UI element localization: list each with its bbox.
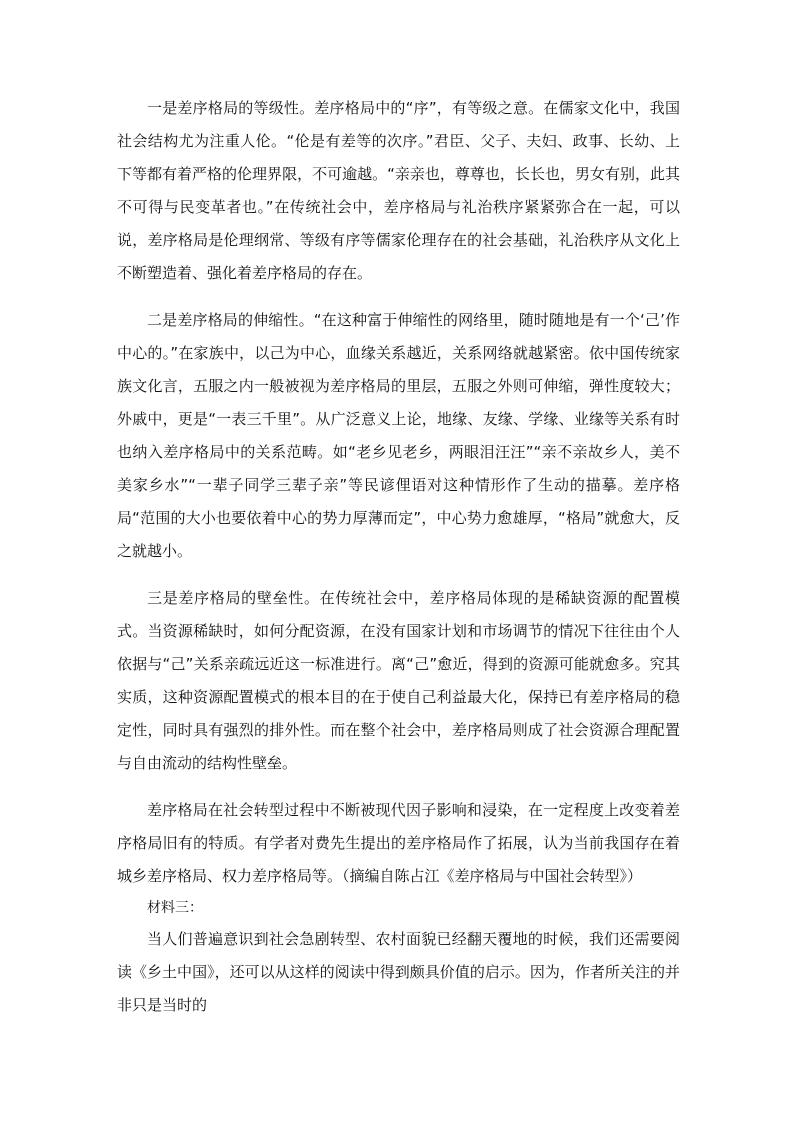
document-page [117,92,680,1036]
material-label: 材料三： [147,900,203,916]
paragraph-hierarchy: 一是差序格局的等级性。差序格局中的“序”，有等级之意。在儒家文化中，我国社会结构尤为注重人伦。“伦是有差等的次序。”君臣、父子、夫妇、政事、长幼、上下等都有着严格的伦理界限，不可逾越。“亲亲也，尊尊也，长长也，男女有别，此其不可得与民变革者也。”在传统社会中，差序格局与礼治秩序紧紧弥合在一起，可以说，差序格局是伦理纲常、等级有序等儒家伦理存在的社会基础，礼治秩序从文化上不断塑造着、强化着差序格局的存在。 [117,99,680,282]
paragraph-transformation: 差序格局在社会转型过程中不断被现代因子影响和浸染，在一定程度上改变着差序格局旧有的特质。有学者对费先生提出的差序格局作了拓展，认为当前我国存在着城乡差序格局、权力差序格局等。（摘编自陈占江《差序格局与中国社会转型》） [117,801,680,885]
paragraph-elasticity: 二是差序格局的伸缩性。“在这种富于伸缩性的网络里，随时随地是有一个‘己’作中心的。”在家族中，以己为中心，血缘关系越近，关系网络就越紧密。依中国传统家族文化言，五服之内一般被视为差序格局的里层，五服之外则可伸缩，弹性度较大；外戚中，更是“一表三千里”。从广泛意义上论，地缘、友缘、学缘、业缘等关系有时也纳入差序格局中的关系范畴。如“老乡见老乡，两眼泪汪汪”“亲不亲故乡人，美不美家乡水”“一辈子同学三辈子亲”等民谚俚语对这种情形作了生动的描摹。差序格局“范围的大小也要依着中心的势力厚薄而定”，中心势力愈雄厚，“格局”就愈大，反之就越小。 [117,311,680,560]
paragraph-barrier: 三是差序格局的壁垒性。在传统社会中，差序格局体现的是稀缺资源的配置模式。当资源稀缺时，如何分配资源，在没有国家计划和市场调节的情况下往往由个人依据与“己”关系亲疏远近这一标准进行。离“己”愈近，得到的资源可能就愈多。究其实质，这种资源配置模式的根本目的在于使自己利益最大化，保持已有差序格局的稳定性，同时具有强烈的排外性。而在整个社会中，差序格局则成了社会资源合理配置与自由流动的结构性壁垒。 [117,589,680,772]
paragraph-material-three: 当人们普遍意识到社会急剧转型、农村面貌已经翻天覆地的时候，我们还需要阅读《乡土中国》，还可以从这样的阅读中得到颇具价值的启示。因为，作者所关注的并非只是当时的 [117,930,680,1014]
